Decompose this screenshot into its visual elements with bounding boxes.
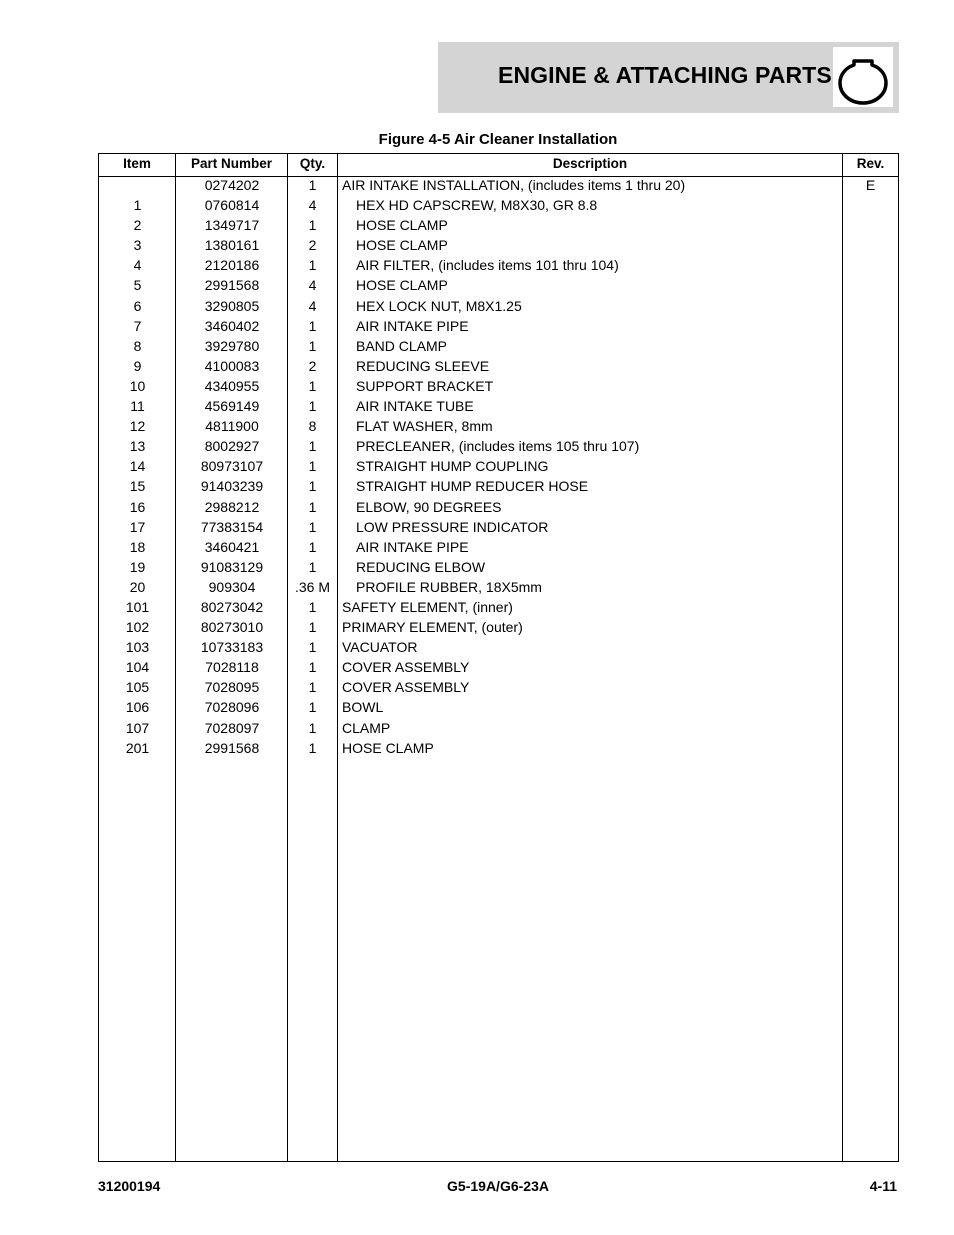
table-row xyxy=(99,659,898,679)
revision xyxy=(843,699,898,719)
description: COVER ASSEMBLY xyxy=(342,659,470,676)
revision xyxy=(843,679,898,699)
revision xyxy=(843,720,898,740)
part-number: 7028118 xyxy=(205,659,259,676)
part-number: 80973107 xyxy=(200,458,264,475)
table-row xyxy=(99,318,898,338)
part-number: 4100083 xyxy=(204,357,260,374)
description: HOSE CLAMP xyxy=(356,217,448,234)
table-row xyxy=(99,579,898,599)
quantity: 1 xyxy=(308,598,317,615)
item-number: 17 xyxy=(129,518,146,535)
description: COVER ASSEMBLY xyxy=(342,679,470,696)
footer-document-number: 31200194 xyxy=(98,1178,161,1194)
item-number: 7 xyxy=(133,317,142,334)
part-number: 3460421 xyxy=(204,538,260,555)
part-number: 3290805 xyxy=(204,297,260,314)
part-number: 77383154 xyxy=(200,518,264,535)
part-number: 2991568 xyxy=(204,739,260,756)
parts-table xyxy=(98,153,899,1162)
table-row xyxy=(99,539,898,559)
revision xyxy=(843,478,898,498)
description: BOWL xyxy=(342,699,384,716)
footer-page-number: 4-11 xyxy=(869,1178,897,1194)
engine-icon xyxy=(833,47,893,107)
table-row xyxy=(99,438,898,458)
description: PRECLEANER, (includes items 105 thru 107) xyxy=(356,438,640,455)
part-number: 80273010 xyxy=(200,619,264,636)
quantity: 1 xyxy=(308,398,317,415)
quantity: 1 xyxy=(308,177,317,193)
revision xyxy=(843,499,898,519)
table-row xyxy=(99,338,898,358)
item-number: 18 xyxy=(129,538,146,555)
quantity: 1 xyxy=(308,619,317,636)
table-row xyxy=(99,740,898,760)
quantity: 1 xyxy=(308,739,317,756)
section-title: ENGINE & ATTACHING PARTS xyxy=(498,62,832,88)
table-row xyxy=(99,378,898,398)
quantity: 4 xyxy=(308,197,317,214)
revision xyxy=(843,257,898,277)
part-number: 3929780 xyxy=(204,337,260,354)
revision xyxy=(843,519,898,539)
description: AIR INTAKE PIPE xyxy=(356,538,469,555)
quantity: 8 xyxy=(308,418,317,435)
description: AIR INTAKE TUBE xyxy=(356,398,474,415)
quantity: 1 xyxy=(308,257,317,274)
part-number: 2988212 xyxy=(204,498,260,515)
part-number: 7028095 xyxy=(204,679,260,696)
quantity: 1 xyxy=(308,317,317,334)
item-number: 19 xyxy=(129,558,146,575)
table-row xyxy=(99,358,898,378)
revision xyxy=(843,318,898,338)
quantity: 1 xyxy=(308,438,317,455)
description: PROFILE RUBBER, 18X5mm xyxy=(356,578,542,595)
item-number: 11 xyxy=(130,398,145,415)
quantity: 2 xyxy=(308,237,317,254)
revision xyxy=(843,639,898,659)
revision xyxy=(843,539,898,559)
description: AIR FILTER, (includes items 101 thru 104) xyxy=(356,257,619,274)
part-number: 3460402 xyxy=(204,317,260,334)
part-number: 2991568 xyxy=(204,277,260,294)
description: REDUCING SLEEVE xyxy=(356,357,490,374)
quantity: 1 xyxy=(308,498,317,515)
column-header-part-number: Part Number xyxy=(190,156,273,171)
table-row xyxy=(99,720,898,740)
table-row xyxy=(99,639,898,659)
item-number: 105 xyxy=(125,679,150,696)
table-row xyxy=(99,619,898,639)
description: FLAT WASHER, 8mm xyxy=(356,418,493,435)
item-number: 15 xyxy=(129,478,146,495)
description: ELBOW, 90 DEGREES xyxy=(356,498,502,515)
description: HOSE CLAMP xyxy=(356,237,448,254)
part-number: 8002927 xyxy=(204,438,260,455)
item-number: 3 xyxy=(133,237,142,254)
description: CLAMP xyxy=(342,719,391,736)
table-body xyxy=(99,177,898,760)
revision xyxy=(843,338,898,358)
item-number: 13 xyxy=(129,438,146,455)
quantity: 1 xyxy=(308,458,317,475)
revision xyxy=(843,378,898,398)
revision: E xyxy=(865,177,876,193)
revision xyxy=(843,659,898,679)
revision xyxy=(843,418,898,438)
part-number: 91083129 xyxy=(200,558,264,575)
quantity: 1 xyxy=(308,699,317,716)
table-row xyxy=(99,458,898,478)
table-row xyxy=(99,398,898,418)
part-number: 2120186 xyxy=(204,257,260,274)
item-number: 101 xyxy=(125,598,150,615)
description: HOSE CLAMP xyxy=(342,739,434,756)
table-row xyxy=(99,177,898,197)
part-number: 0274202 xyxy=(204,177,260,193)
item-number: 6 xyxy=(133,297,142,314)
revision xyxy=(843,458,898,478)
item-number: 16 xyxy=(129,498,146,515)
quantity: 1 xyxy=(308,639,317,656)
part-number: 91403239 xyxy=(200,478,264,495)
part-number: 909304 xyxy=(208,578,256,595)
quantity: .36 M xyxy=(294,578,330,595)
part-number: 4340955 xyxy=(204,377,260,394)
revision xyxy=(843,298,898,318)
table-row xyxy=(99,699,898,719)
table-row xyxy=(99,298,898,318)
quantity: 1 xyxy=(308,337,317,354)
part-number: 7028097 xyxy=(204,719,260,736)
revision xyxy=(843,579,898,599)
footer-model: G5-19A/G6-23A xyxy=(447,1178,549,1194)
part-number: 0760814 xyxy=(204,197,260,214)
revision xyxy=(843,358,898,378)
table-row xyxy=(99,599,898,619)
item-number: 12 xyxy=(129,418,146,435)
description: STRAIGHT HUMP COUPLING xyxy=(356,458,549,475)
figure-title: Figure 4-5 Air Cleaner Installation xyxy=(378,131,618,148)
revision xyxy=(843,197,898,217)
description: SUPPORT BRACKET xyxy=(356,377,494,394)
description: REDUCING ELBOW xyxy=(356,558,486,575)
column-header-description: Description xyxy=(552,156,628,171)
quantity: 4 xyxy=(308,297,317,314)
table-row xyxy=(99,197,898,217)
quantity: 1 xyxy=(308,377,317,394)
description: BAND CLAMP xyxy=(356,337,448,354)
description: PRIMARY ELEMENT, (outer) xyxy=(342,619,523,636)
section-header xyxy=(438,42,899,113)
description: AIR INTAKE INSTALLATION, (includes items 1 thru 20) xyxy=(342,177,686,193)
table-row xyxy=(99,418,898,438)
table-row xyxy=(99,679,898,699)
column-header-rev: Rev. xyxy=(856,156,885,171)
revision xyxy=(843,398,898,418)
quantity: 1 xyxy=(308,558,317,575)
item-number: 107 xyxy=(125,719,150,736)
table-row xyxy=(99,499,898,519)
item-number: 14 xyxy=(129,458,146,475)
column-header-item: Item xyxy=(123,156,151,171)
part-number: 80273042 xyxy=(200,598,264,615)
part-number: 7028096 xyxy=(204,699,260,716)
part-number: 1380161 xyxy=(204,237,260,254)
quantity: 1 xyxy=(308,659,317,676)
description: HEX LOCK NUT, M8X1.25 xyxy=(356,297,522,314)
description: HOSE CLAMP xyxy=(356,277,448,294)
table-row xyxy=(99,277,898,297)
table-row xyxy=(99,217,898,237)
item-number: 103 xyxy=(125,639,150,656)
item-number: 106 xyxy=(125,699,150,716)
description: SAFETY ELEMENT, (inner) xyxy=(342,598,513,615)
quantity: 1 xyxy=(308,518,317,535)
quantity: 2 xyxy=(308,357,317,374)
quantity: 1 xyxy=(308,478,317,495)
item-number: 20 xyxy=(129,578,146,595)
revision xyxy=(843,237,898,257)
quantity: 4 xyxy=(308,277,317,294)
revision xyxy=(843,619,898,639)
description: LOW PRESSURE INDICATOR xyxy=(356,518,549,535)
table-row xyxy=(99,519,898,539)
quantity: 1 xyxy=(308,538,317,555)
part-number: 4811900 xyxy=(205,418,259,435)
quantity: 1 xyxy=(308,719,317,736)
item-number xyxy=(99,177,176,197)
quantity: 1 xyxy=(308,679,317,696)
quantity: 1 xyxy=(308,217,317,234)
revision xyxy=(843,217,898,237)
item-number: 1 xyxy=(133,197,142,214)
part-number: 1349717 xyxy=(204,217,260,234)
item-number: 8 xyxy=(133,337,142,354)
revision xyxy=(843,438,898,458)
item-number: 4 xyxy=(133,257,142,274)
revision xyxy=(843,559,898,579)
item-number: 10 xyxy=(129,377,146,394)
table-row xyxy=(99,257,898,277)
item-number: 201 xyxy=(125,739,150,756)
table-row xyxy=(99,478,898,498)
item-number: 2 xyxy=(133,217,142,234)
description: HEX HD CAPSCREW, M8X30, GR 8.8 xyxy=(356,197,598,214)
table-row xyxy=(99,559,898,579)
revision xyxy=(843,277,898,297)
description: STRAIGHT HUMP REDUCER HOSE xyxy=(356,478,589,495)
item-number: 9 xyxy=(133,357,142,374)
revision xyxy=(843,599,898,619)
table-row xyxy=(99,237,898,257)
revision xyxy=(843,740,898,760)
description: VACUATOR xyxy=(342,639,418,656)
part-number: 10733183 xyxy=(200,639,264,656)
column-header-qty: Qty. xyxy=(299,156,326,171)
item-number: 102 xyxy=(125,619,150,636)
item-number: 5 xyxy=(133,277,142,294)
description: AIR INTAKE PIPE xyxy=(356,317,469,334)
item-number: 104 xyxy=(125,659,150,676)
part-number: 4569149 xyxy=(204,398,260,415)
